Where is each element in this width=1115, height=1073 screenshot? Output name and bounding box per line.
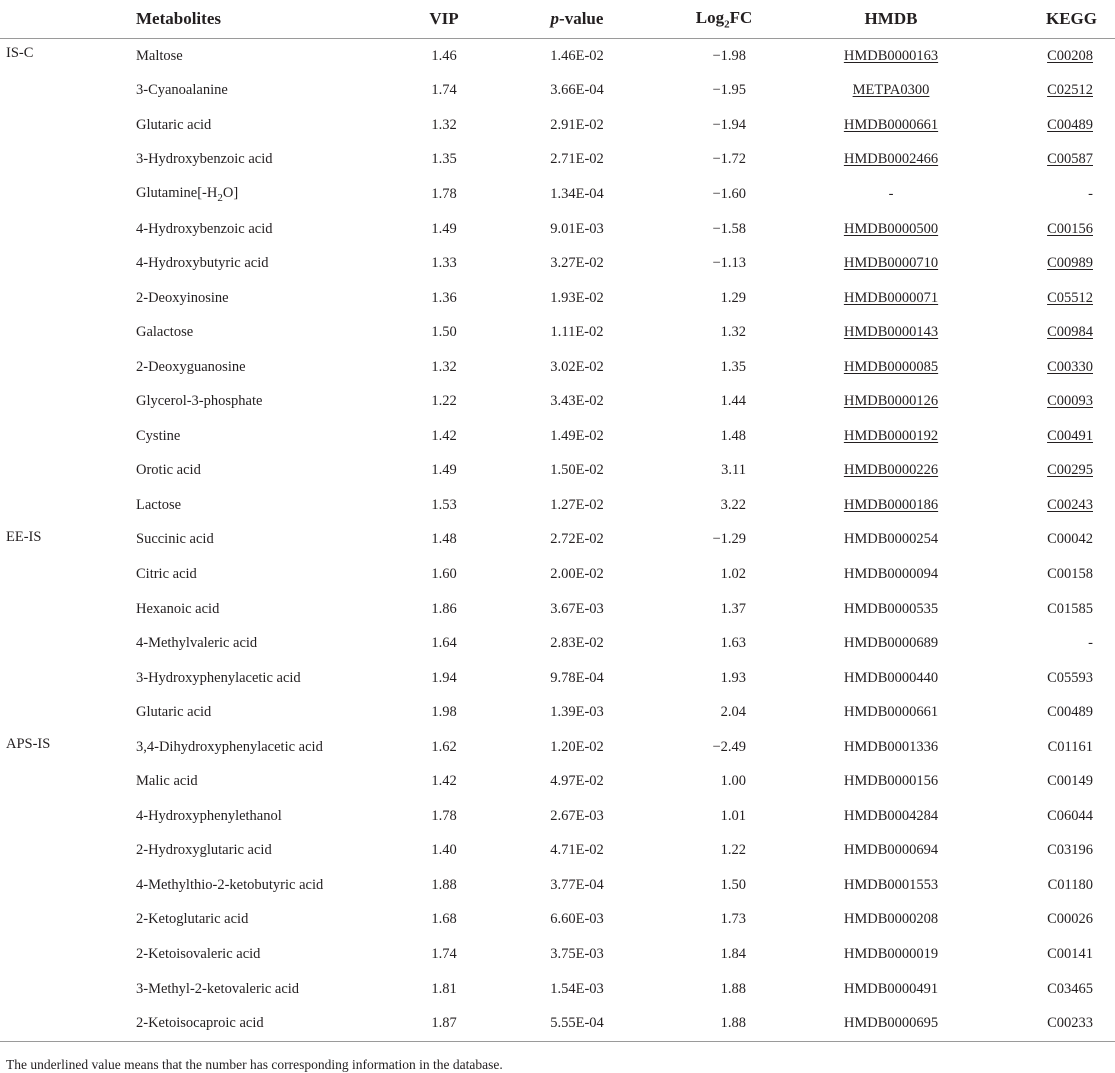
vip-cell: 1.94	[431, 669, 457, 686]
hmdb-cell	[784, 315, 998, 350]
hmdb-cell-link[interactable]: HMDB0000661	[843, 116, 939, 133]
hmdb-cell	[784, 212, 998, 247]
pvalue-cell: 3.27E-02	[550, 255, 604, 272]
table-row	[0, 384, 1115, 419]
pvalue-cell: 2.91E-02	[550, 116, 604, 133]
table-row	[0, 108, 1115, 143]
hmdb-cell: HMDB0000094	[843, 565, 939, 582]
group-cell	[0, 177, 136, 212]
group-cell	[0, 143, 136, 178]
kegg-cell: -	[1088, 185, 1093, 202]
group-cell	[0, 868, 136, 903]
metabolite-subscript: 2	[217, 191, 223, 204]
kegg-cell-link[interactable]: C00489	[1047, 116, 1093, 133]
kegg-cell	[998, 281, 1115, 316]
metabolite-cell: 2-Deoxyguanosine	[136, 358, 246, 375]
metabolite-cell: 4-Hydroxybenzoic acid	[136, 220, 273, 237]
group-cell	[0, 799, 136, 834]
log2fc-cell: −1.95	[712, 82, 746, 99]
kegg-cell-link[interactable]: C02512	[1047, 82, 1093, 99]
metabolite-cell: 2-Ketoisovaleric acid	[136, 945, 261, 962]
log2fc-cell: 1.35	[720, 358, 746, 375]
pvalue-cell: 1.50E-02	[550, 462, 604, 479]
kegg-cell: C00489	[1047, 704, 1093, 721]
hmdb-cell-link[interactable]: HMDB0000226	[843, 462, 939, 479]
log2fc-cell: −1.13	[712, 255, 746, 272]
metabolite-cell: 2-Ketoisocaproic acid	[136, 1006, 398, 1041]
table-row	[0, 488, 1115, 523]
hmdb-cell: HMDB0000440	[843, 669, 939, 686]
pvalue-cell: 1.46E-02	[550, 47, 604, 64]
vip-cell: 1.22	[431, 393, 457, 410]
pvalue-cell: 3.66E-04	[550, 82, 604, 99]
group-cell	[0, 1006, 136, 1041]
hmdb-cell-link[interactable]: HMDB0000192	[843, 427, 939, 444]
kegg-cell-link[interactable]: C00295	[1047, 462, 1093, 479]
kegg-cell: C03196	[1047, 842, 1093, 859]
log2fc-cell: 1.93	[720, 669, 746, 686]
metabolite-cell: 2-Ketoglutaric acid	[136, 911, 249, 928]
metabolite-cell: 4-Hydroxybutyric acid	[136, 255, 269, 272]
metabolite-cell: Orotic acid	[136, 462, 201, 479]
vip-cell: 1.32	[431, 116, 457, 133]
hmdb-cell-link[interactable]: METPA0300	[852, 82, 930, 99]
header-pvalue-rest: -value	[559, 9, 604, 28]
pvalue-cell: 1.34E-04	[550, 185, 604, 202]
group-cell	[0, 246, 136, 281]
kegg-cell: C00233	[998, 1006, 1115, 1041]
group-cell	[0, 972, 136, 1007]
kegg-cell: -	[1088, 635, 1093, 652]
hmdb-cell	[784, 39, 998, 74]
log2fc-cell: 1.48	[720, 427, 746, 444]
metabolite-cell: 4-Methylthio-2-ketobutyric acid	[136, 876, 324, 893]
table-row	[0, 281, 1115, 316]
kegg-cell	[998, 454, 1115, 489]
table-row	[0, 626, 1115, 661]
log2fc-cell: 1.37	[720, 600, 746, 617]
vip-cell: 1.46	[431, 47, 457, 64]
log2fc-cell: −1.98	[712, 47, 746, 64]
pvalue-cell: 1.27E-02	[550, 496, 604, 513]
kegg-cell-link[interactable]: C00243	[1047, 496, 1093, 513]
group-cell	[0, 74, 136, 109]
kegg-cell	[998, 488, 1115, 523]
table-row	[0, 730, 1115, 765]
metabolite-cell: 3-Cyanoalanine	[136, 82, 228, 99]
group-cell	[0, 937, 136, 972]
table-row	[0, 143, 1115, 178]
vip-cell: 1.98	[431, 704, 457, 721]
pvalue-cell: 6.60E-03	[550, 911, 604, 928]
metabolite-cell: 3-Hydroxyphenylacetic acid	[136, 669, 301, 686]
table-row	[0, 868, 1115, 903]
table-row	[0, 350, 1115, 385]
metabolite-cell: Galactose	[136, 324, 194, 341]
group-cell: IS-C	[6, 45, 34, 61]
table-row	[0, 315, 1115, 350]
group-cell	[0, 592, 136, 627]
kegg-cell-link[interactable]: C00989	[1047, 255, 1093, 272]
metabolite-cell: Malic acid	[136, 773, 198, 790]
group-cell	[0, 281, 136, 316]
group-cell	[0, 903, 136, 938]
group-cell	[0, 834, 136, 869]
kegg-cell-link[interactable]: C00330	[1047, 358, 1093, 375]
metabolite-cell: Hexanoic acid	[136, 600, 220, 617]
group-cell: APS-IS	[6, 735, 51, 752]
table-row	[0, 212, 1115, 247]
kegg-cell: C01161	[1047, 738, 1093, 755]
hmdb-cell: HMDB0000019	[843, 945, 939, 962]
table-row	[0, 695, 1115, 730]
metabolite-cell: 4-Methylvaleric acid	[136, 635, 258, 652]
metabolite-cell: Cystine	[136, 427, 181, 444]
kegg-cell: C06044	[1047, 807, 1093, 824]
group-cell	[0, 350, 136, 385]
log2fc-cell: 3.22	[720, 496, 746, 513]
log2fc-cell: −1.60	[712, 185, 746, 202]
pvalue-cell: 5.55E-04	[490, 1006, 664, 1041]
table-row	[0, 834, 1115, 869]
pvalue-cell: 3.75E-03	[550, 945, 604, 962]
hmdb-cell	[784, 246, 998, 281]
hmdb-cell: HMDB0004284	[843, 807, 939, 824]
table-row	[0, 177, 1115, 212]
metabolite-cell: 3-Hydroxybenzoic acid	[136, 151, 273, 168]
metabolite-cell: 2-Deoxyinosine	[136, 289, 229, 306]
table-row	[0, 592, 1115, 627]
hmdb-cell: HMDB0000689	[843, 635, 939, 652]
kegg-cell	[998, 212, 1115, 247]
group-cell	[0, 557, 136, 592]
log2fc-cell: 1.02	[720, 565, 746, 582]
hmdb-cell: -	[888, 185, 894, 202]
log2fc-cell: −1.29	[712, 531, 746, 548]
group-cell	[0, 626, 136, 661]
log2fc-cell: 1.44	[720, 393, 746, 410]
pvalue-cell: 1.54E-03	[550, 980, 604, 997]
kegg-cell: C00141	[1047, 945, 1093, 962]
log2fc-cell: 1.88	[664, 1006, 784, 1041]
hmdb-cell-link[interactable]: HMDB0000143	[843, 324, 939, 341]
kegg-cell: C00158	[1047, 565, 1093, 582]
hmdb-cell-link[interactable]: HMDB0000186	[843, 496, 939, 513]
log2fc-cell: 1.29	[720, 289, 746, 306]
group-cell	[0, 315, 136, 350]
metabolite-cell: Glutaric acid	[136, 116, 212, 133]
log2fc-cell: 1.73	[720, 911, 746, 928]
hmdb-cell: HMDB0000491	[843, 980, 939, 997]
vip-cell: 1.62	[431, 738, 457, 755]
table-row	[0, 1006, 1115, 1041]
header-log2fc-rest: FC	[729, 7, 753, 27]
kegg-cell-link[interactable]: C00093	[1047, 393, 1093, 410]
pvalue-cell: 4.71E-02	[550, 842, 604, 859]
hmdb-cell: HMDB0000156	[843, 773, 939, 790]
table-body	[0, 39, 1115, 1042]
table-row	[0, 557, 1115, 592]
header-kegg: KEGG	[998, 0, 1115, 39]
kegg-cell	[998, 246, 1115, 281]
hmdb-cell	[784, 419, 998, 454]
log2fc-cell: 1.32	[720, 324, 746, 341]
header-metabolites: Metabolites	[136, 0, 398, 39]
log2fc-cell: 1.50	[720, 876, 746, 893]
table-row	[0, 972, 1115, 1007]
hmdb-cell: HMDB0001336	[843, 738, 939, 755]
vip-cell: 1.74	[431, 82, 457, 99]
vip-cell: 1.86	[431, 600, 457, 617]
pvalue-cell: 3.43E-02	[550, 393, 604, 410]
hmdb-cell: HMDB0000254	[843, 531, 939, 548]
vip-cell: 1.36	[431, 289, 457, 306]
hmdb-cell-link[interactable]: HMDB0000085	[843, 358, 939, 375]
kegg-cell: C00149	[1047, 773, 1093, 790]
kegg-cell-link[interactable]: C00587	[1047, 151, 1093, 168]
metabolite-name: Glutamine[-H	[136, 185, 218, 202]
pvalue-cell: 9.01E-03	[550, 220, 604, 237]
header-group	[0, 0, 136, 39]
hmdb-cell	[784, 143, 998, 178]
vip-cell: 1.88	[431, 876, 457, 893]
log2fc-cell: −1.58	[712, 220, 746, 237]
metabolite-cell: 3-Methyl-2-ketovaleric acid	[136, 980, 300, 997]
pvalue-cell: 2.83E-02	[550, 635, 604, 652]
hmdb-cell: HMDB0001553	[843, 876, 939, 893]
hmdb-cell	[784, 488, 998, 523]
log2fc-cell: 2.04	[720, 704, 746, 721]
group-cell	[0, 454, 136, 489]
kegg-cell: C01585	[1047, 600, 1093, 617]
hmdb-cell-link[interactable]: HMDB0000710	[843, 255, 939, 272]
vip-cell: 1.48	[431, 531, 457, 548]
vip-cell: 1.60	[431, 565, 457, 582]
log2fc-cell: −1.72	[712, 151, 746, 168]
vip-cell: 1.78	[431, 185, 457, 202]
pvalue-cell: 2.72E-02	[550, 531, 604, 548]
table-row	[0, 454, 1115, 489]
pvalue-cell: 1.49E-02	[550, 427, 604, 444]
pvalue-cell: 1.20E-02	[550, 738, 604, 755]
metabolite-cell: Glycerol-3-phosphate	[136, 393, 263, 410]
vip-cell: 1.40	[431, 842, 457, 859]
pvalue-cell: 1.39E-03	[550, 704, 604, 721]
group-cell	[0, 764, 136, 799]
metabolite-cell: Citric acid	[136, 565, 197, 582]
group-cell: EE-IS	[6, 528, 42, 545]
pvalue-cell: 1.93E-02	[550, 289, 604, 306]
group-cell	[0, 695, 136, 730]
log2fc-cell: −2.49	[712, 738, 746, 755]
hmdb-cell: HMDB0000661	[843, 704, 939, 721]
metabolite-cell: 3,4-Dihydroxyphenylacetic acid	[136, 738, 323, 755]
group-cell	[0, 488, 136, 523]
vip-cell: 1.49	[431, 462, 457, 479]
header-hmdb: HMDB	[784, 0, 998, 39]
vip-cell: 1.49	[431, 220, 457, 237]
group-cell	[0, 384, 136, 419]
vip-cell: 1.74	[431, 945, 457, 962]
kegg-cell	[998, 108, 1115, 143]
vip-cell: 1.35	[431, 151, 457, 168]
header-log2fc-sub: 2	[724, 18, 730, 31]
log2fc-cell: 1.01	[720, 807, 746, 824]
kegg-cell: C01180	[1047, 876, 1093, 893]
pvalue-cell: 2.00E-02	[550, 565, 604, 582]
pvalue-cell: 1.11E-02	[550, 324, 604, 341]
metabolite-cell: 4-Hydroxyphenylethanol	[136, 807, 282, 824]
metabolite-cell: 2-Hydroxyglutaric acid	[136, 842, 272, 859]
hmdb-cell	[784, 454, 998, 489]
vip-cell: 1.81	[431, 980, 457, 997]
hmdb-cell-link[interactable]: HMDB0000071	[843, 289, 939, 306]
vip-cell: 1.78	[431, 807, 457, 824]
metabolite-cell: Glutaric acid	[136, 704, 212, 721]
hmdb-cell-link[interactable]: HMDB0000163	[843, 47, 939, 64]
kegg-cell-link[interactable]: C00491	[1047, 427, 1093, 444]
kegg-cell-link[interactable]: C00156	[1047, 220, 1093, 237]
table-row	[0, 39, 1115, 74]
table-row	[0, 74, 1115, 109]
kegg-cell	[998, 74, 1115, 109]
vip-cell: 1.53	[431, 496, 457, 513]
table-row	[0, 523, 1115, 558]
hmdb-cell	[784, 108, 998, 143]
metabolite-name-tail: O]	[222, 185, 239, 202]
vip-cell: 1.68	[431, 911, 457, 928]
table-row	[0, 419, 1115, 454]
pvalue-cell: 9.78E-04	[550, 669, 604, 686]
kegg-cell	[998, 350, 1115, 385]
header-vip: VIP	[398, 0, 490, 39]
kegg-cell: C05593	[1047, 669, 1093, 686]
vip-cell: 1.42	[431, 427, 457, 444]
log2fc-cell: 3.11	[721, 462, 746, 479]
log2fc-cell: 1.84	[720, 945, 746, 962]
pvalue-cell: 3.02E-02	[550, 358, 604, 375]
group-cell	[0, 661, 136, 696]
hmdb-cell: HMDB0000694	[843, 842, 939, 859]
vip-cell: 1.42	[431, 773, 457, 790]
hmdb-cell-link[interactable]: HMDB0000500	[843, 220, 939, 237]
hmdb-cell	[784, 281, 998, 316]
vip-cell: 1.50	[431, 324, 457, 341]
kegg-cell: C00042	[1047, 531, 1093, 548]
log2fc-cell: 1.22	[720, 842, 746, 859]
table-row	[0, 903, 1115, 938]
table-footnote: The underlined value means that the number has corresponding information in the database.	[6, 1056, 503, 1072]
kegg-cell-link[interactable]: C00208	[1047, 47, 1093, 64]
hmdb-cell: HMDB0000208	[843, 911, 939, 928]
table-header	[0, 0, 1115, 39]
kegg-cell: C00026	[1047, 911, 1093, 928]
kegg-cell: C03465	[1047, 980, 1093, 997]
hmdb-cell	[784, 384, 998, 419]
hmdb-cell-link[interactable]: HMDB0000126	[843, 393, 939, 410]
kegg-cell	[998, 315, 1115, 350]
group-cell	[0, 212, 136, 247]
pvalue-cell: 2.71E-02	[550, 151, 604, 168]
vip-cell: 1.32	[431, 358, 457, 375]
kegg-cell	[998, 384, 1115, 419]
header-pvalue-italic: p	[550, 9, 560, 28]
kegg-cell	[998, 419, 1115, 454]
header-log2fc	[664, 0, 784, 39]
kegg-cell	[998, 143, 1115, 178]
header-row	[0, 0, 1115, 39]
pvalue-cell: 3.67E-03	[550, 600, 604, 617]
log2fc-cell: −1.94	[712, 116, 746, 133]
vip-cell: 1.64	[431, 635, 457, 652]
table-row	[0, 246, 1115, 281]
table-row	[0, 661, 1115, 696]
group-cell	[0, 108, 136, 143]
hmdb-cell-link[interactable]: HMDB0002466	[843, 151, 939, 168]
pvalue-cell: 4.97E-02	[550, 773, 604, 790]
pvalue-cell: 2.67E-03	[550, 807, 604, 824]
table-row	[0, 799, 1115, 834]
hmdb-cell: HMDB0000695	[784, 1006, 998, 1041]
hmdb-cell	[784, 350, 998, 385]
table-row	[0, 937, 1115, 972]
log2fc-cell: 1.88	[720, 980, 746, 997]
header-pvalue	[490, 0, 664, 39]
metabolite-cell	[136, 177, 398, 212]
metabolite-cell: Maltose	[136, 47, 183, 64]
log2fc-cell: 1.00	[720, 773, 746, 790]
metabolite-cell: Succinic acid	[136, 531, 214, 548]
kegg-cell	[998, 39, 1115, 74]
kegg-cell-link[interactable]: C00984	[1047, 324, 1093, 341]
hmdb-cell	[784, 74, 998, 109]
log2fc-cell: 1.63	[720, 635, 746, 652]
group-cell	[0, 419, 136, 454]
header-log2fc-base: Log	[695, 7, 725, 27]
vip-cell: 1.87	[398, 1006, 490, 1041]
hmdb-cell: HMDB0000535	[843, 600, 939, 617]
metabolite-cell: Lactose	[136, 496, 182, 513]
kegg-cell-link[interactable]: C05512	[1047, 289, 1093, 306]
pvalue-cell: 3.77E-04	[550, 876, 604, 893]
table-row	[0, 764, 1115, 799]
vip-cell: 1.33	[431, 255, 457, 272]
